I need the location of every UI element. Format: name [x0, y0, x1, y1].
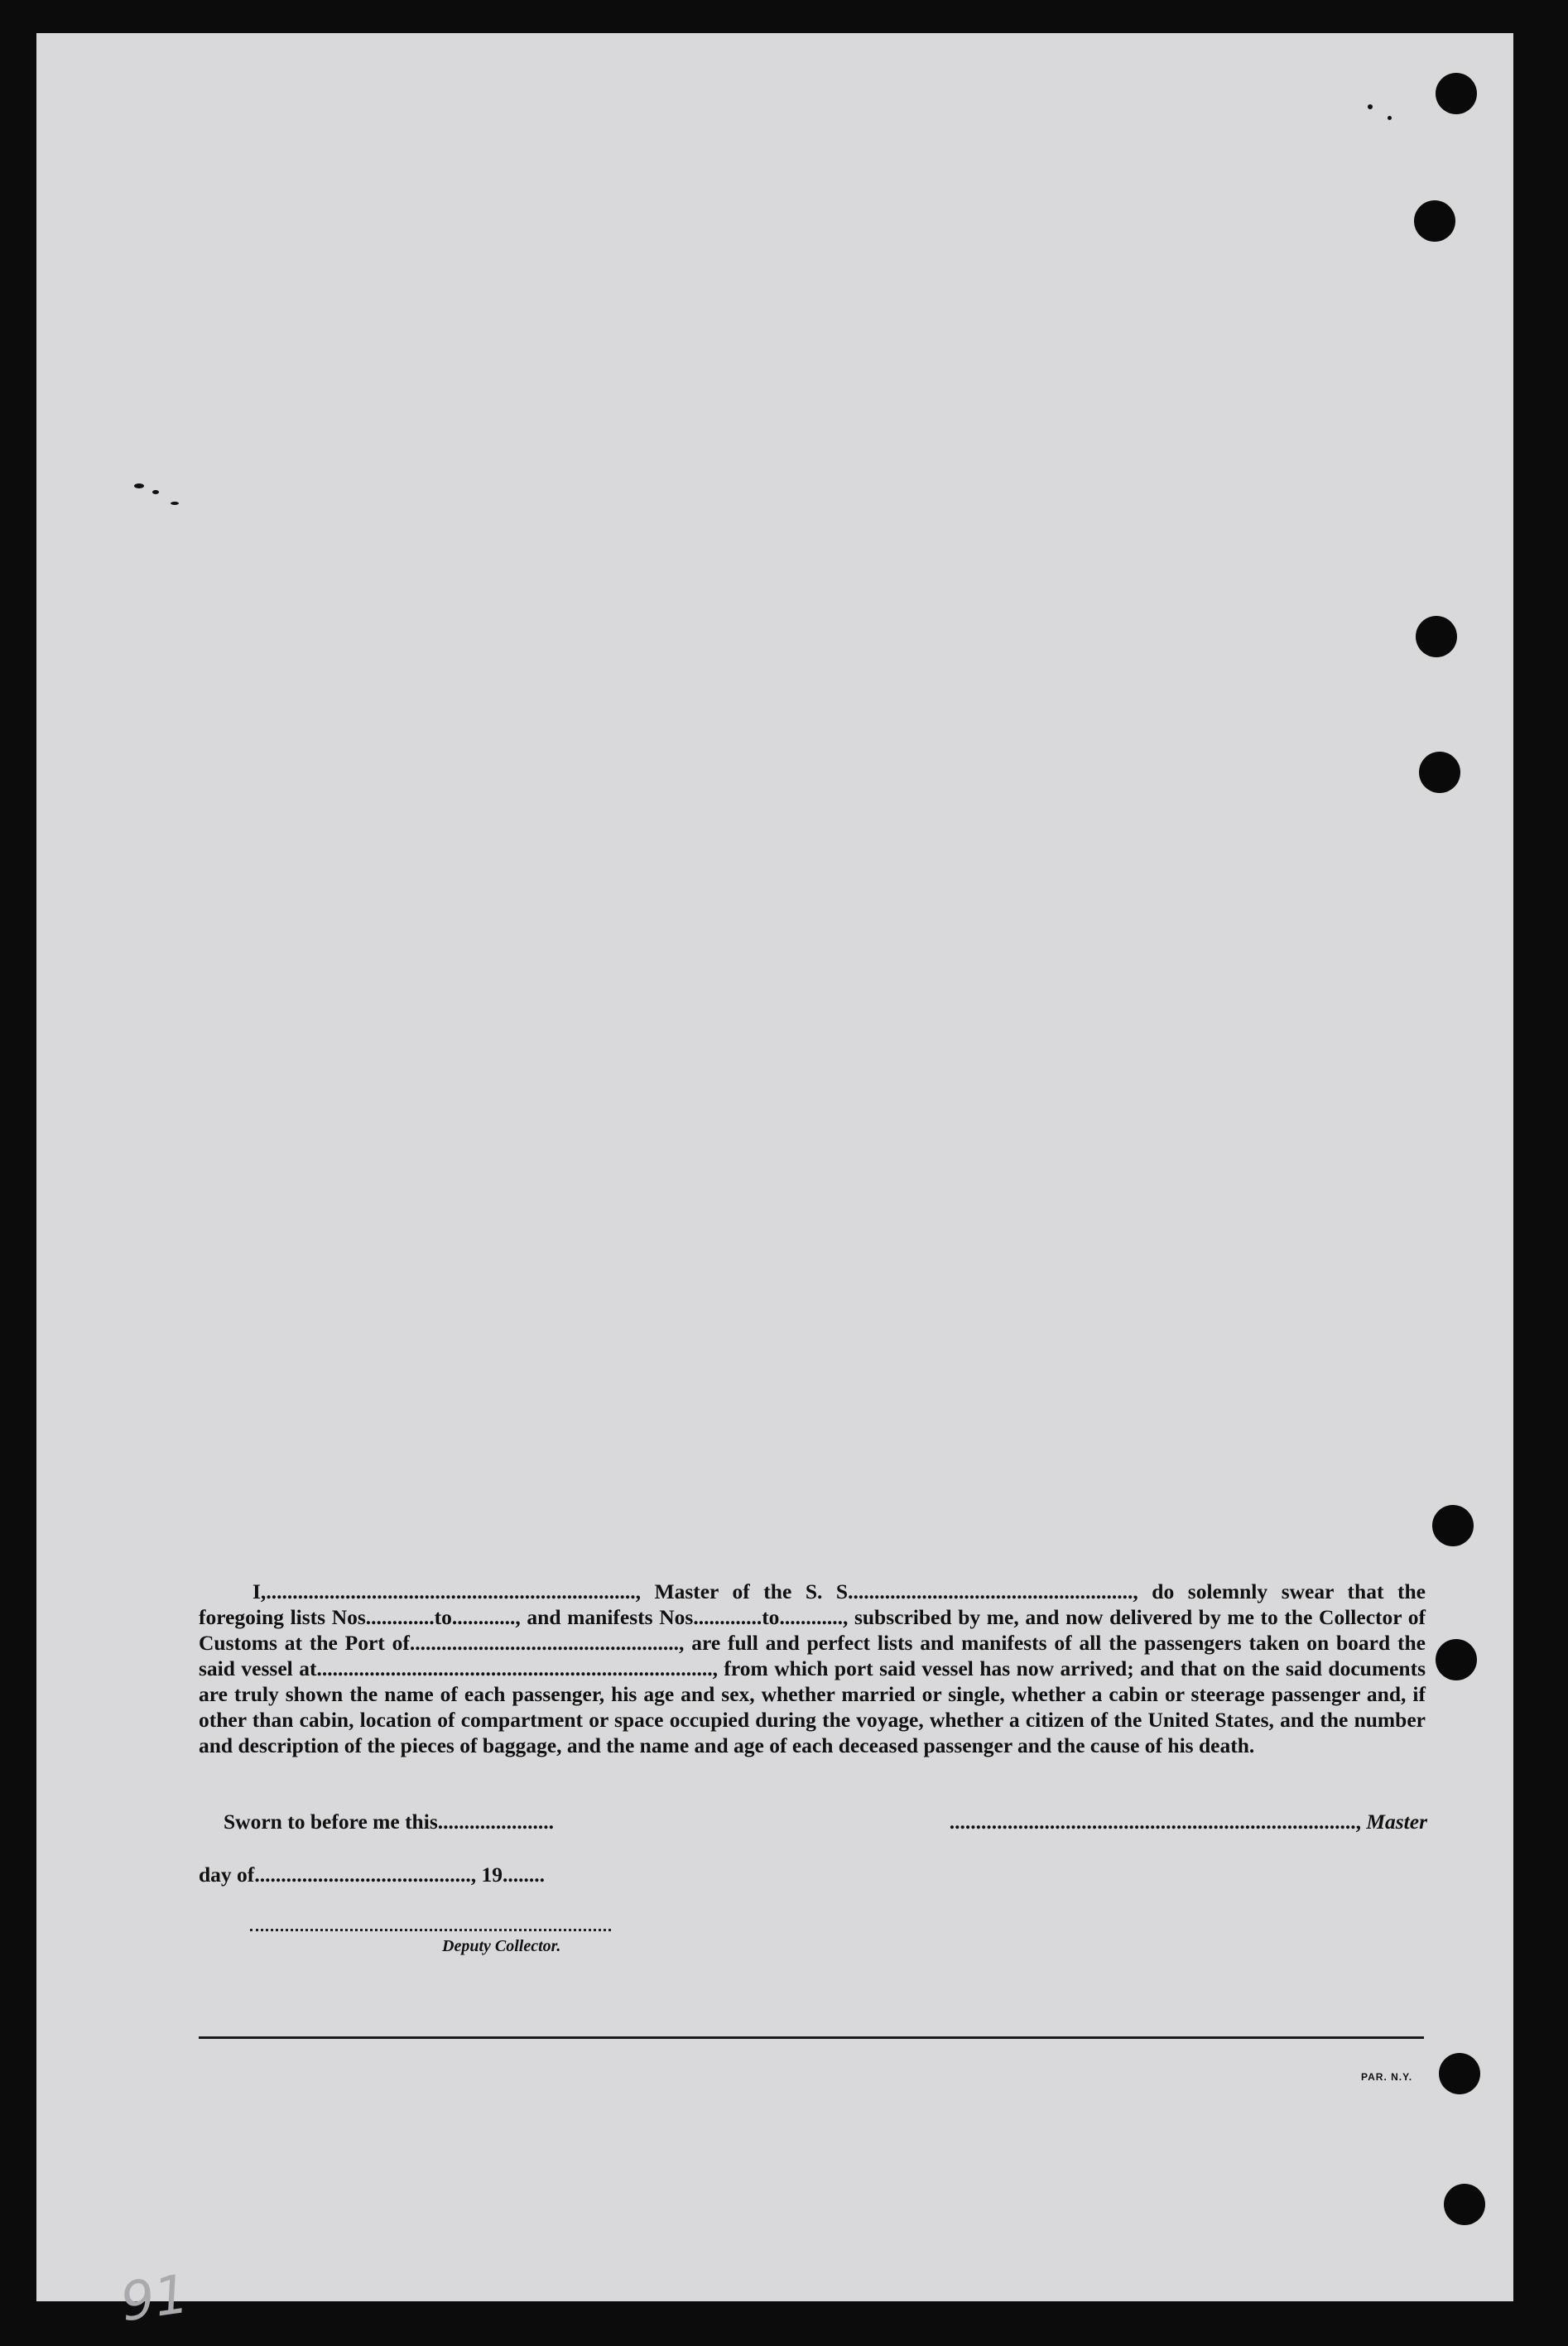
oath-text: , are full and perfect lists and: [679, 1631, 955, 1655]
oath-text: to: [762, 1605, 780, 1629]
day-of-line: day of........................................., 19........: [199, 1863, 545, 1887]
sworn-label: Sworn to before me this: [224, 1810, 438, 1834]
deputy-collector-label: Deputy Collector.: [442, 1937, 561, 1955]
ink-speck: [1388, 116, 1392, 120]
ink-speck: [134, 483, 144, 488]
binder-hole: [1432, 1505, 1474, 1546]
bottom-rule: [199, 2036, 1424, 2039]
printer-mark: PAR. N.Y.: [1361, 2071, 1413, 2083]
oath-text: swear that the foregoing lists Nos: [199, 1579, 1426, 1629]
deputy-signature-line: [250, 1929, 611, 1931]
ink-speck: [1368, 104, 1373, 109]
ink-speck: [152, 490, 159, 494]
year-label: , 19: [470, 1863, 503, 1887]
oath-text: , from which: [712, 1656, 829, 1680]
binder-hole: [1414, 200, 1455, 242]
binder-hole: [1436, 73, 1477, 114]
binder-hole: [1436, 1639, 1477, 1680]
pencil-annotation: 91: [117, 2263, 193, 2334]
oath-text: port said vessel has now arrived; and that on the said documents are truly shown the name of each passenger, his age and sex, whether married or single, whether a cabin or steerage passenger and, if other than cabin, location of compartment or space occupied during the voyage, whether a citizen of the United States, and the number and description of the pieces of baggage, and the name and age of each deceased passenger and the cause of his death.: [199, 1656, 1426, 1757]
master-signature-line: ............................................................................., Master: [949, 1810, 1427, 1834]
oath-text: to: [434, 1605, 452, 1629]
oath-text: manifests of all the passengers taken on board the said vessel at: [199, 1631, 1426, 1680]
oath-paragraph: I,......................................................................, Master of the S. S......................................................, do solemnly swear that the foregoing lists Nos.............to............, and manifests Nos.............to............, subscribed by me, and now delivered by me to the Collector of Customs at the Port of..................................................., are full and perfect lists and manifests of all the passengers taken on board the said vessel at..........................................................................., from which port said vessel has now arrived; and that on the said documents are truly shown the name of each passenger, his age and sex, whether married or single, whether a cabin or steerage passenger and, if other than cabin, location of compartment or space occupied during the voyage, whether a citizen of the United States, and the number and description of the pieces of baggage, and the name and age of each deceased passenger and the cause of his death.: [199, 1579, 1426, 1757]
ink-speck: [171, 502, 179, 505]
day-of-label: day of: [199, 1863, 255, 1887]
oath-text: , and manifests Nos: [515, 1605, 694, 1629]
oath-text: I,: [253, 1579, 267, 1603]
binder-hole: [1444, 2184, 1485, 2225]
binder-hole: [1419, 752, 1460, 793]
binder-hole: [1416, 616, 1457, 657]
master-label: Master: [1366, 1810, 1427, 1834]
manifest-page: [36, 33, 1513, 2334]
oath-text: , subscribed by me, and now: [842, 1605, 1104, 1629]
sworn-line: Sworn to before me this......................: [224, 1810, 554, 1834]
oath-text: delivered by me to the Collector of Customs at the Port of: [199, 1605, 1426, 1655]
oath-text: , Master of the S. S.: [635, 1579, 854, 1603]
binder-hole: [1439, 2053, 1480, 2094]
oath-text: , do solemnly: [1133, 1579, 1268, 1603]
